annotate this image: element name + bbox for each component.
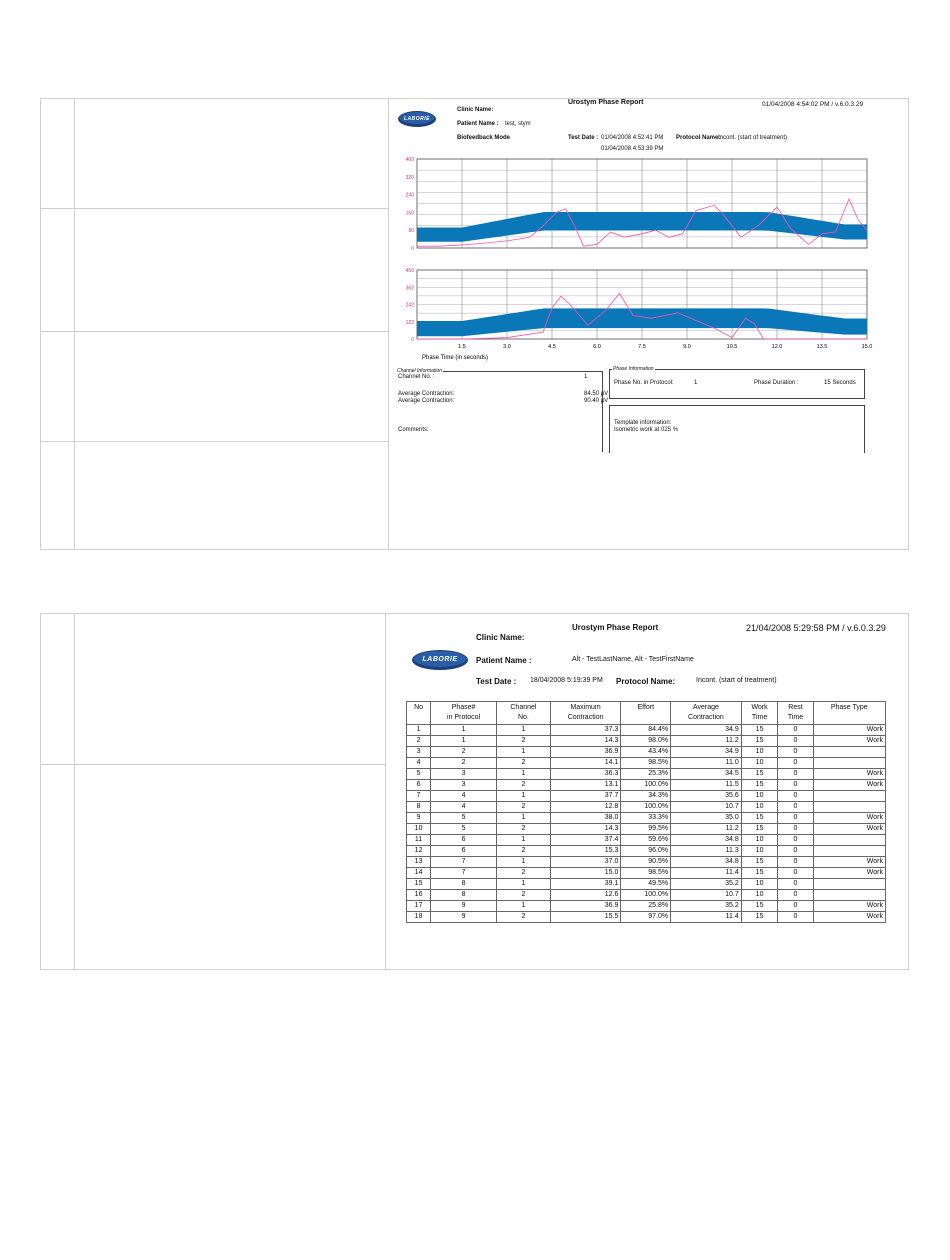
table-cell: 1 — [431, 736, 497, 747]
table-cell: 3 — [431, 780, 497, 791]
x-tick-label: 9.0 — [683, 344, 691, 350]
table-cell: 11 — [407, 835, 431, 846]
x-tick-label: 7.5 — [638, 344, 646, 350]
x-tick-label: 15.0 — [861, 344, 873, 350]
table-row — [407, 890, 886, 901]
table-cell: 36.3 — [550, 769, 621, 780]
table-cell: 98.5% — [621, 758, 671, 769]
table-cell: 1 — [497, 857, 551, 868]
test-date-value-2: 01/04/2008 4:53:39 PM — [601, 146, 664, 152]
table-cell: 11.2 — [671, 736, 742, 747]
table-cell: 11.4 — [671, 868, 742, 879]
table-cell: 0 — [778, 868, 813, 879]
table-cell: 2 — [497, 758, 551, 769]
table-cell: 15.0 — [550, 868, 621, 879]
table-cell: 96.0% — [621, 846, 671, 857]
column-header-line: Time — [751, 714, 768, 721]
table-cell: 34.3% — [621, 791, 671, 802]
column-header-line: Phase# — [451, 704, 476, 711]
table-cell: 2 — [497, 736, 551, 747]
y-tick-label: 240 — [405, 192, 414, 199]
column-header — [497, 702, 551, 725]
y-tick-label: 450 — [405, 268, 414, 274]
column-header — [550, 702, 621, 725]
table-row — [407, 912, 886, 923]
report-datetime: 21/04/2008 5:29:58 PM / v.6.0.3.29 — [746, 623, 886, 633]
table-cell: 11.2 — [671, 824, 742, 835]
frame-2-divider-wide — [385, 614, 386, 969]
table-cell: 2 — [497, 890, 551, 901]
table-cell: 0 — [778, 780, 813, 791]
channel-info-title: Channel Information — [397, 368, 443, 374]
y-tick-label: 80 — [408, 228, 414, 235]
table-cell: 15 — [741, 725, 778, 736]
table-cell: 15 — [407, 879, 431, 890]
phase-info-section — [609, 366, 865, 399]
table-cell: 1 — [497, 835, 551, 846]
table-cell: 2 — [497, 824, 551, 835]
column-header-line: No. — [517, 714, 529, 721]
phase-duration-label: Phase Duration : — [754, 380, 799, 386]
table-cell — [813, 747, 885, 758]
table-cell: 11.5 — [671, 780, 742, 791]
table-cell: 1 — [497, 769, 551, 780]
table-cell: 9 — [407, 813, 431, 824]
column-header-line — [409, 713, 428, 723]
table-cell: 1 — [497, 725, 551, 736]
phase-info-title: Phase Information — [613, 366, 654, 372]
table-cell: 1 — [497, 879, 551, 890]
x-tick-label: 3.0 — [503, 344, 511, 350]
table-cell: 39.1 — [550, 879, 621, 890]
table-cell: 33.3% — [621, 813, 671, 824]
table-cell: 6 — [431, 846, 497, 857]
table-cell — [813, 890, 885, 901]
table-cell: 0 — [778, 912, 813, 923]
mode-label: Biofeedback Mode — [457, 135, 511, 141]
frame-2-divider-narrow — [74, 614, 75, 969]
column-header-line: in Protocol — [447, 714, 481, 721]
laborie-logo: LABORIE — [412, 650, 468, 670]
template-info-label: Template information: — [614, 420, 672, 426]
table-cell: 0 — [778, 802, 813, 813]
table-cell: 5 — [431, 824, 497, 835]
y-tick-label: 0 — [411, 337, 414, 343]
column-header-line: Phase Type — [830, 704, 868, 711]
table-cell: 0 — [778, 846, 813, 857]
table-cell: 0 — [778, 747, 813, 758]
protocol-name-label: Protocol Name: — [616, 677, 676, 686]
table-cell: 34.8 — [671, 835, 742, 846]
channel-no-label: Channel No. : — [398, 374, 435, 380]
test-date-value: 18/04/2008 5:19:39 PM — [530, 677, 603, 684]
table-cell: 25.3% — [621, 769, 671, 780]
column-header-line: Contraction — [567, 714, 604, 721]
column-header-line: Maximum — [570, 704, 601, 711]
table-cell: 59.6% — [621, 835, 671, 846]
table-row — [407, 868, 886, 879]
table-cell: 12 — [407, 846, 431, 857]
table-cell: 4 — [431, 802, 497, 813]
table-cell: 8 — [407, 802, 431, 813]
table-cell: 15 — [741, 857, 778, 868]
table-cell: 15 — [741, 780, 778, 791]
table-cell: 25.8% — [621, 901, 671, 912]
table-cell: 7 — [431, 857, 497, 868]
table-cell: 100.0% — [621, 890, 671, 901]
table-cell: Work — [813, 824, 885, 835]
avg-contraction-label-2: Average Contraction: — [398, 398, 455, 404]
emg-trace-chart — [392, 155, 908, 367]
table-row — [407, 736, 886, 747]
column-header-line: Channel — [510, 704, 537, 711]
top-y-ticks — [406, 157, 415, 252]
table-cell: 0 — [778, 813, 813, 824]
template-info-section — [609, 405, 865, 453]
x-tick-label: 6.0 — [593, 344, 601, 350]
table-cell: 98.0% — [621, 736, 671, 747]
y-tick-label: 320 — [405, 174, 414, 181]
table-cell: 13.1 — [550, 780, 621, 791]
column-header — [621, 702, 671, 725]
table-cell — [813, 791, 885, 802]
phase-report-1 — [392, 99, 908, 451]
phase-no-value: 1 — [694, 380, 698, 386]
table-row — [407, 879, 886, 890]
table-cell: 15.3 — [550, 846, 621, 857]
table-cell: 15 — [741, 824, 778, 835]
y-tick-label: 242 — [405, 302, 414, 309]
table-cell — [813, 879, 885, 890]
table-cell: 9 — [431, 901, 497, 912]
table-cell: 34.9 — [671, 725, 742, 736]
column-header — [778, 702, 813, 725]
table-cell: 10 — [741, 846, 778, 857]
report-title: Urostym Phase Report — [572, 623, 659, 632]
table-cell: 1 — [497, 813, 551, 824]
table-cell: 1 — [497, 901, 551, 912]
table-cell: 11.3 — [671, 846, 742, 857]
table-cell: 10 — [741, 890, 778, 901]
protocol-name-value: Incont. (start of treatment) — [696, 677, 777, 684]
table-cell — [813, 802, 885, 813]
table-cell: 15.5 — [550, 912, 621, 923]
x-axis-label: Phase Time (in seconds) — [422, 355, 489, 361]
table-row — [407, 824, 886, 835]
x-tick-label: 13.5 — [816, 344, 828, 350]
avg-contraction-value-2: 90.40 µV — [584, 398, 609, 404]
table-cell: 2 — [497, 912, 551, 923]
table-cell: 35.2 — [671, 901, 742, 912]
comments-label: Comments: — [398, 427, 429, 433]
table-cell: Work — [813, 901, 885, 912]
table-header-row — [407, 702, 886, 725]
table-cell: 15 — [741, 868, 778, 879]
table-cell: 0 — [778, 791, 813, 802]
protocol-name-label: Protocol Name: — [676, 135, 721, 141]
avg-contraction-label-1: Average Contraction: — [398, 391, 455, 397]
table-cell: Work — [813, 725, 885, 736]
table-cell: 36.9 — [550, 901, 621, 912]
column-header-line: Work — [751, 704, 768, 711]
table-cell: 17 — [407, 901, 431, 912]
table-cell: 4 — [407, 758, 431, 769]
table-cell: 0 — [778, 901, 813, 912]
table-cell: 2 — [497, 868, 551, 879]
bottom-y-ticks — [406, 268, 415, 343]
y-tick-label: 0 — [411, 246, 414, 252]
test-date-label: Test Date : — [476, 677, 517, 686]
channel-info-section — [397, 368, 609, 452]
table-row — [407, 747, 886, 758]
column-header-line: Time — [787, 714, 804, 721]
table-cell: 90.5% — [621, 857, 671, 868]
column-header — [671, 702, 742, 725]
report-title: Urostym Phase Report — [568, 99, 644, 106]
table-cell: 15 — [741, 769, 778, 780]
table-cell: 10 — [741, 747, 778, 758]
frame-1-row-separator — [41, 208, 388, 209]
table-cell: 10 — [741, 835, 778, 846]
table-cell: 2 — [431, 747, 497, 758]
table-cell: 43.4% — [621, 747, 671, 758]
table-cell: 0 — [778, 890, 813, 901]
y-tick-label: 362 — [405, 285, 414, 292]
report-datetime: 01/04/2008 4:54:02 PM / v.6.0.3.29 — [762, 101, 864, 108]
table-row — [407, 846, 886, 857]
table-cell: 6 — [407, 780, 431, 791]
table-cell: 84.4% — [621, 725, 671, 736]
table-cell: 2 — [497, 846, 551, 857]
column-header — [407, 702, 431, 725]
table-cell: 2 — [431, 758, 497, 769]
table-cell: 100.0% — [621, 802, 671, 813]
table-cell: 37.4 — [550, 835, 621, 846]
table-cell: 0 — [778, 736, 813, 747]
frame-1-row-separator — [41, 441, 388, 442]
table-cell: 35.2 — [671, 879, 742, 890]
x-tick-label: 10.5 — [726, 344, 738, 350]
table-body — [407, 725, 886, 923]
table-cell: 99.5% — [621, 824, 671, 835]
table-cell: 12.8 — [550, 802, 621, 813]
phase-report-2 — [396, 614, 908, 954]
table-cell: 10 — [741, 758, 778, 769]
patient-name-value: test, stym — [505, 121, 531, 127]
table-cell: 10.7 — [671, 802, 742, 813]
table-cell: 11.0 — [671, 758, 742, 769]
table-cell: 0 — [778, 857, 813, 868]
table-cell: 13 — [407, 857, 431, 868]
table-cell: 0 — [778, 769, 813, 780]
frame-1-divider-wide — [388, 99, 389, 549]
table-cell: 8 — [431, 890, 497, 901]
table-row — [407, 758, 886, 769]
table-cell: 3 — [407, 747, 431, 758]
y-tick-label: 160 — [405, 210, 414, 217]
table-cell: 2 — [497, 780, 551, 791]
table-cell — [813, 758, 885, 769]
protocol-name-value: Incont. (start of treatment) — [718, 135, 788, 141]
table-cell: 35.6 — [671, 791, 742, 802]
table-cell: 0 — [778, 879, 813, 890]
laborie-logo: LABORIE — [398, 111, 436, 127]
table-cell: 10 — [741, 802, 778, 813]
table-cell: 1 — [497, 791, 551, 802]
table-cell: 7 — [407, 791, 431, 802]
avg-contraction-value-1: 84.50 µV — [584, 391, 609, 397]
table-cell: 6 — [431, 835, 497, 846]
x-tick-label: 12.0 — [771, 344, 783, 350]
table-cell: 10 — [407, 824, 431, 835]
table-cell: Work — [813, 736, 885, 747]
table-cell: 1 — [431, 725, 497, 736]
table-cell: 14.3 — [550, 824, 621, 835]
table-cell: 0 — [778, 758, 813, 769]
table-row — [407, 813, 886, 824]
table-cell: 4 — [431, 791, 497, 802]
table-cell: 34.9 — [671, 747, 742, 758]
table-cell: 15 — [741, 912, 778, 923]
table-cell: 34.8 — [671, 857, 742, 868]
table-cell: 15 — [741, 813, 778, 824]
table-row — [407, 769, 886, 780]
table-cell: 37.7 — [550, 791, 621, 802]
column-header — [431, 702, 497, 725]
table-cell: Work — [813, 912, 885, 923]
frame-1-divider-narrow — [74, 99, 75, 549]
channel-no-value: 1 — [584, 374, 588, 380]
clinic-name-label: Clinic Name: — [457, 107, 494, 113]
table-cell: 97.0% — [621, 912, 671, 923]
table-cell: 38.0 — [550, 813, 621, 824]
column-header — [741, 702, 778, 725]
column-header — [813, 702, 885, 725]
column-header-line — [623, 713, 668, 723]
x-tick-label: 1.5 — [458, 344, 466, 350]
table-cell: 1 — [497, 747, 551, 758]
table-cell: 8 — [431, 879, 497, 890]
table-cell: 2 — [407, 736, 431, 747]
table-cell: Work — [813, 780, 885, 791]
table-cell: 37.3 — [550, 725, 621, 736]
table-cell: 5 — [431, 813, 497, 824]
phase-no-label: Phase No. in Protocol: — [614, 380, 674, 386]
test-date-label: Test Date : — [568, 135, 599, 141]
x-tick-label: 4.5 — [548, 344, 556, 350]
table-cell: 12.6 — [550, 890, 621, 901]
column-header-line: Average — [692, 704, 719, 711]
table-row — [407, 791, 886, 802]
table-cell: Work — [813, 857, 885, 868]
table-row — [407, 857, 886, 868]
table-cell: 0 — [778, 824, 813, 835]
table-cell: 37.0 — [550, 857, 621, 868]
table-cell: 15 — [741, 736, 778, 747]
column-header-line: Effort — [637, 704, 655, 711]
table-row — [407, 802, 886, 813]
y-tick-label: 122 — [405, 319, 414, 326]
table-cell — [813, 846, 885, 857]
patient-name-label: Patient Name : — [457, 121, 499, 127]
table-cell: 10 — [741, 791, 778, 802]
column-header-line: Contraction — [688, 714, 724, 721]
table-cell: 3 — [431, 769, 497, 780]
frame-2-row-separator — [41, 764, 385, 765]
table-cell: Work — [813, 813, 885, 824]
table-cell: 5 — [407, 769, 431, 780]
table-cell: Work — [813, 868, 885, 879]
table-row — [407, 780, 886, 791]
table-cell: 2 — [497, 802, 551, 813]
table-cell: 10 — [741, 879, 778, 890]
table-cell: 36.9 — [550, 747, 621, 758]
table-cell: 11.4 — [671, 912, 742, 923]
table-cell: 35.0 — [671, 813, 742, 824]
phase-duration-value: 15 Seconds — [824, 380, 856, 386]
table-cell: 9 — [431, 912, 497, 923]
table-cell: 10.7 — [671, 890, 742, 901]
table-cell: 34.5 — [671, 769, 742, 780]
table-cell: 0 — [778, 725, 813, 736]
test-date-value: 01/04/2008 4:52:41 PM — [601, 135, 664, 141]
table-row — [407, 901, 886, 912]
table-cell: 15 — [741, 901, 778, 912]
template-info-value: Isometric work at 025 % — [614, 427, 679, 433]
table-cell: 100.0% — [621, 780, 671, 791]
table-cell — [813, 835, 885, 846]
table-cell: 16 — [407, 890, 431, 901]
table-row — [407, 725, 886, 736]
column-header-line: Rest — [788, 704, 803, 711]
table-cell: 14.3 — [550, 736, 621, 747]
column-header-line — [816, 713, 883, 723]
table-cell: 1 — [407, 725, 431, 736]
clinic-name-label: Clinic Name: — [476, 633, 525, 642]
patient-name-label: Patient Name : — [476, 656, 532, 665]
y-tick-label: 400 — [405, 157, 414, 163]
table-cell: 14 — [407, 868, 431, 879]
table-cell: 49.5% — [621, 879, 671, 890]
x-ticks — [458, 344, 872, 350]
table-cell: 0 — [778, 835, 813, 846]
frame-1-row-separator — [41, 331, 388, 332]
table-row — [407, 835, 886, 846]
phase-summary-table — [406, 701, 886, 923]
table-cell: Work — [813, 769, 885, 780]
patient-name-value: Alt - TestLastName, Alt - TestFirstName — [572, 656, 694, 663]
table-cell: 7 — [431, 868, 497, 879]
column-header-line: No — [414, 704, 424, 711]
table-cell: 98.5% — [621, 868, 671, 879]
table-cell: 14.1 — [550, 758, 621, 769]
table-cell: 18 — [407, 912, 431, 923]
